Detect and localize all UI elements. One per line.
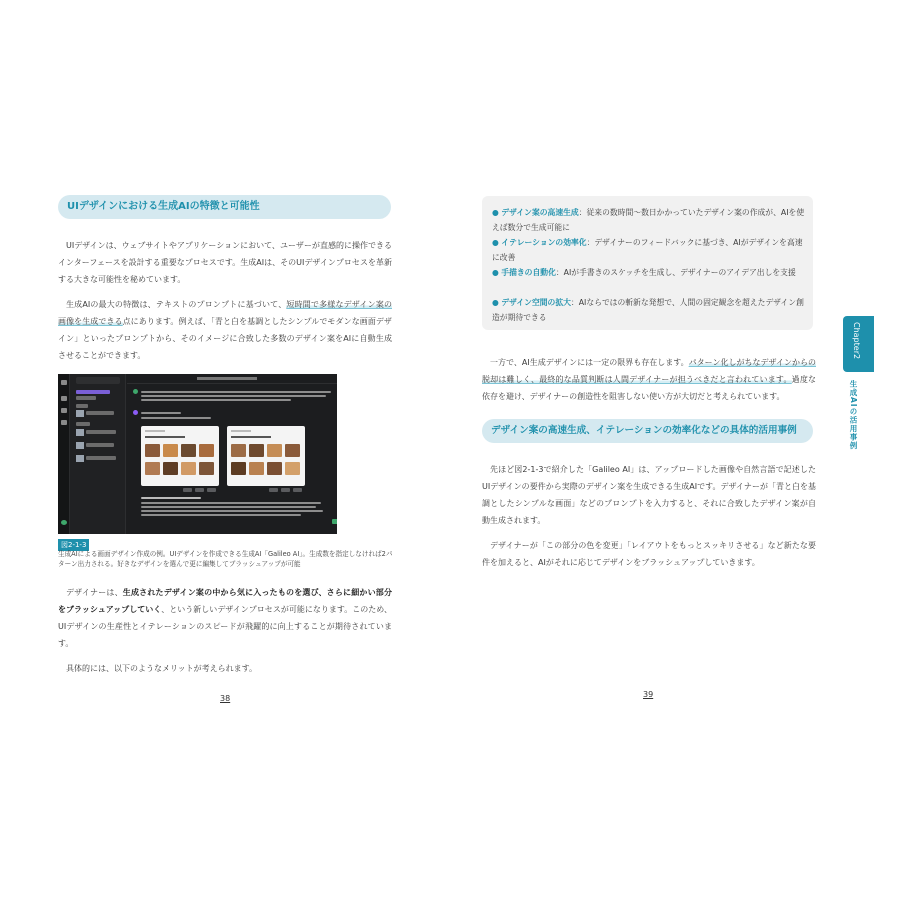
chapter-label: Chapter2 [852,322,861,360]
paragraph-text: デザイナーは、 [66,588,123,597]
paragraph-text: 生成AIの最大の特徴は、テキストのプロンプトに基づいて、 [66,300,287,309]
paragraph-text: 一方で、AI生成デザインには一定の限界も存在します。 [490,358,689,367]
app-icon-rail [58,374,70,534]
chapter-subtitle: 生成AIの活用事例 [849,380,858,451]
galileo-ai-screenshot [58,374,337,534]
bullet-text: ：従来の数時間～数日かかっていたデザイン案の作成が、AIを使えば数分で生成可能に [492,208,805,232]
list-item: ● イテレーションの効率化：デザイナーのフィードバックに基づき、AIがデザインを高速に改善 [492,238,803,262]
merits-list-box [482,196,813,330]
paragraph-designer [58,584,392,652]
list-item: ● デザイン案の高速生成：従来の数時間～数日かかっていたデザイン案の作成が、AIを使えば数分で生成可能に [492,208,805,232]
bold-text: 生成されたデザイン案の中から気に入ったものを選び、さらに細かい部分をブラッシュアップしていく [58,588,392,614]
paragraph-text: 、という新しいデザインプロセスが可能になります。このため、UIデザインの生産性とイテレーションのスピードが飛躍的に向上することが期待されています。 [58,605,392,648]
app-main-panel [127,374,337,534]
bullet-text: ：デザイナーのフィードバックに基づき、AIがデザインを高速に改善 [492,238,803,262]
paragraph-brushup: デザイナーが「この部分の色を変更」「レイアウトをもっとスッキリさせる」など新たな要件を加えると、AIがそれに応じてデザインをブラッシュアップしていきます。 [482,541,816,567]
bullet-keyword: 手描きの自動化 [501,268,556,277]
paragraph-intro: UIデザインは、ウェブサイトやアプリケーションにおいて、ユーザーが直感的に操作できるインターフェースを設計する重要なプロセスです。生成AIは、そのUIデザインプロセスを革新する大きな可能性を秘めています。 [58,241,392,284]
paragraph-limits [482,354,816,405]
section-heading: デザイン案の高速生成、イテレーションの効率化などの具体的活用事例 [482,419,813,443]
list-item: ● 手描きの自動化：AIが手書きのスケッチを生成し、デザイナーのアイデア出しを支援 [492,268,796,277]
paragraph-merits: 具体的には、以下のようなメリットが考えられます。 [66,664,258,673]
paragraph-features [58,296,392,364]
figure-caption: 生成AIによる画面デザイン作成の例。UIデザインを作成できる生成AI「Galileo AI」。生成数を指定しなければ2パターン出力される。好きなデザインを選んで更に編集してブラッシュアップが可能 [58,550,393,568]
list-item: ● デザイン空間の拡大：AIならではの斬新な発想で、人間の固定観念を超えたデザイン創造が期待できる [492,298,804,322]
chapter-tab [843,316,874,372]
highlighted-text: パターン化しがちなデザインからの脱却は難しく、最終的な品質判断は人間デザイナーが担うべきだと言われています。 [482,358,816,384]
page-number: 39 [643,690,654,699]
bullet-keyword: イテレーションの効率化 [501,238,587,247]
bullet-text: ：AIが手書きのスケッチを生成し、デザイナーのアイデア出しを支援 [555,268,796,277]
app-sidebar [70,374,126,534]
paragraph-galileo: 先ほど図2-1-3で紹介した「Galileo AI」は、アップロードした画像や自然言語で記述したUIデザインの要件から実際のデザイン案を生成できる生成AIです。デザイナーが「青と白を基調としたシンプルな画面」などのプロンプトを入力すると、それに合致したデザイン案が自動生成されます。 [482,465,816,525]
page-number: 38 [220,694,231,703]
send-button [332,519,337,524]
highlighted-text: 短時間で多様なデザイン案の画像を生成できる [58,300,392,326]
bullet-keyword: デザイン案の高速生成 [501,208,579,217]
paragraph-text: 過度な依存を避け、デザイナーの創造性を阻害しない使い方が大切だと考えられています。 [482,375,817,401]
figure-label: 図2-1-3 [58,539,89,551]
section-heading: UIデザインにおける生成AIの特徴と可能性 [58,195,391,219]
bullet-text: ：AIならではの斬新な発想で、人間の固定観念を超えたデザイン創造が期待できる [492,298,804,322]
paragraph-text: 点にあります。例えば、「青と白を基調としたシンプルでモダンな画面デザイン」といったプロンプトから、そのイメージに合致した多数のデザイン案をAIに自動生成させることができます。 [58,317,393,360]
design-option-card [227,426,305,486]
design-option-card [141,426,219,486]
bullet-keyword: デザイン空間の拡大 [501,298,571,307]
